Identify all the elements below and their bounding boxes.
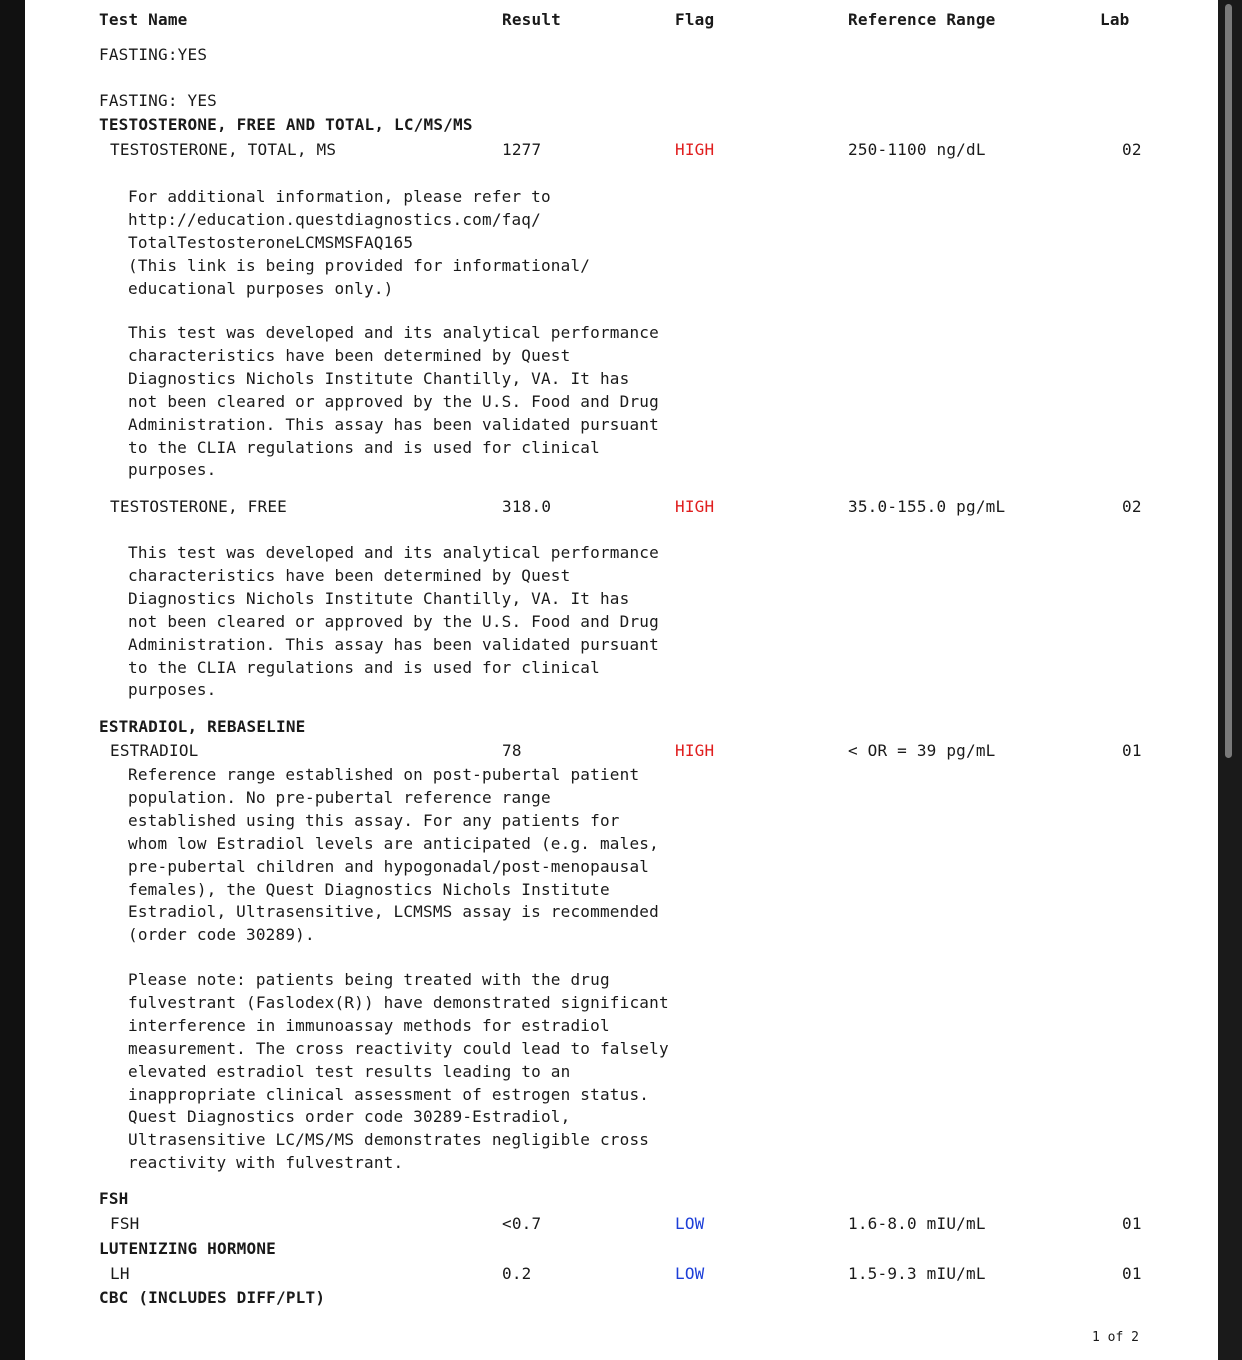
vertical-scrollbar[interactable]	[1218, 0, 1242, 1360]
estradiol-reference-note: Reference range established on post-pubertal patient population. No pre-pubertal reference range established using this assay. For any patients for whom low Estradiol levels are anticipated (e.g. males, pre-pubertal children and hypogonadal/post-menopausal females), the Quest Diagnostics Nichols Institute Estradiol, Ultrasensitive, LCMSMS assay is recommended (order code 30289).	[128, 765, 659, 945]
testosterone-free-lab: 02	[1122, 497, 1142, 516]
section-fsh: FSH	[99, 1189, 129, 1208]
estradiol-result: 78	[502, 741, 522, 760]
testosterone-free-result: 318.0	[502, 497, 552, 516]
lh-range: 1.5-9.3 mIU/mL	[848, 1264, 986, 1283]
fsh-range: 1.6-8.0 mIU/mL	[848, 1214, 986, 1233]
testosterone-total-range: 250-1100 ng/dL	[848, 140, 986, 159]
fsh-flag: LOW	[675, 1214, 705, 1233]
estradiol-range: < OR = 39 pg/mL	[848, 741, 996, 760]
lh-flag: LOW	[675, 1264, 705, 1283]
section-lh: LUTENIZING HORMONE	[99, 1239, 276, 1258]
fasting-line-1: FASTING:YES	[99, 45, 208, 64]
scrollbar-thumb[interactable]	[1225, 4, 1232, 758]
estradiol-fulvestrant-note: Please note: patients being treated with the drug fulvestrant (Faslodex(R)) have demonstrated significant interference in immunoassay methods for estradiol measurement. The cross reactivity could lead to falsely elevated estradiol test results leading to an inappropriate clinical assessment of estrogen status. Quest Diagnostics order code 30289-Estradiol, Ultrasensitive LC/MS/MS demonstrates negligible cross reactivity with fulvestrant.	[128, 970, 669, 1173]
testosterone-total-lab: 02	[1122, 140, 1142, 159]
header-result: Result	[502, 10, 561, 29]
page-indicator: 1 of 2	[1092, 1330, 1139, 1345]
lh-name: LH	[110, 1264, 130, 1283]
testosterone-free-range: 35.0-155.0 pg/mL	[848, 497, 1006, 516]
lh-result: 0.2	[502, 1264, 532, 1283]
estradiol-flag: HIGH	[675, 741, 715, 760]
lh-lab: 01	[1122, 1264, 1142, 1283]
fasting-line-2: FASTING: YES	[99, 91, 217, 110]
estradiol-name: ESTRADIOL	[110, 741, 199, 760]
testosterone-free-flag: HIGH	[675, 497, 715, 516]
testosterone-free-dev-note: This test was developed and its analytical performance characteristics have been determined by Quest Diagnostics Nichols Institute Chantilly, VA. It has not been cleared or approved by the U.S. Food and Drug Administration. This assay has been validated pursuant to the CLIA regulations and is used for clinical purposes.	[128, 543, 659, 700]
testosterone-total-name: TESTOSTERONE, TOTAL, MS	[110, 140, 337, 159]
testosterone-free-name: TESTOSTERONE, FREE	[110, 497, 287, 516]
header-test-name: Test Name	[99, 10, 188, 29]
header-reference-range: Reference Range	[848, 10, 996, 29]
fsh-name: FSH	[110, 1214, 140, 1233]
testosterone-total-result: 1277	[502, 140, 542, 159]
estradiol-lab: 01	[1122, 741, 1142, 760]
report-page	[25, 0, 1218, 1360]
testosterone-total-dev-note: This test was developed and its analytical performance characteristics have been determined by Quest Diagnostics Nichols Institute Chantilly, VA. It has not been cleared or approved by the U.S. Food and Drug Administration. This assay has been validated pursuant to the CLIA regulations and is used for clinical purposes.	[128, 323, 659, 480]
section-cbc: CBC (INCLUDES DIFF/PLT)	[99, 1288, 326, 1307]
section-testosterone: TESTOSTERONE, FREE AND TOTAL, LC/MS/MS	[99, 115, 473, 134]
fsh-lab: 01	[1122, 1214, 1142, 1233]
testosterone-info-note: For additional information, please refer to http://education.questdiagnostics.com/faq/ TotalTestosteroneLCMSMSFAQ165 (This link is being provided for informational/ educational purposes only.)	[128, 187, 591, 298]
testosterone-total-flag: HIGH	[675, 140, 715, 159]
section-estradiol: ESTRADIOL, REBASELINE	[99, 717, 306, 736]
header-flag: Flag	[675, 10, 715, 29]
header-lab: Lab	[1100, 10, 1130, 29]
fsh-result: <0.7	[502, 1214, 542, 1233]
